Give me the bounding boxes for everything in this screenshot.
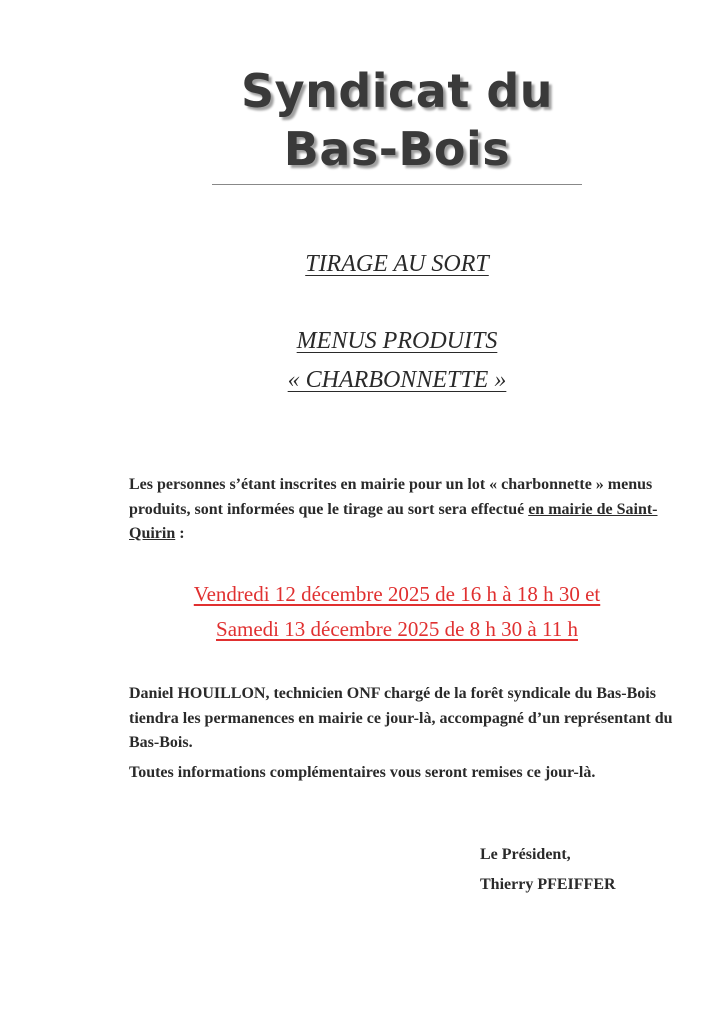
title-line-2: Bas-Bois: [283, 122, 511, 176]
title-divider: [212, 184, 582, 185]
intro-location: en mairie de Saint-Quirin: [129, 500, 658, 542]
intro-suffix: :: [175, 525, 185, 542]
intro-text: Les personnes s’étant inscrites en mairie pour un lot « charbonnette » menus produits, sont informées que le tirage au sort sera effectué: [129, 476, 653, 518]
signature-role: Le Président,: [480, 846, 571, 863]
signature-name: Thierry PFEIFFER: [480, 876, 616, 893]
heading-tirage: TIRAGE AU SORT: [305, 251, 489, 277]
body-paragraph-2: Toutes informations complémentaires vous seront remises ce jour-là.: [129, 764, 596, 781]
heading-menus: MENUS PRODUITS: [296, 328, 498, 354]
document-title: [212, 62, 582, 178]
date-line-2: Samedi 13 décembre 2025 de 8 h 30 à 11 h: [216, 617, 578, 641]
body-paragraph-1: Daniel HOUILLON, technicien ONF chargé de la forêt syndicale du Bas-Bois tiendra les permanences en mairie ce jour-là, accompagné d’un représentant du Bas-Bois.: [129, 685, 673, 751]
intro-paragraph: [129, 473, 674, 547]
date-line-1: Vendredi 12 décembre 2025 de 16 h à 18 h 30 et: [193, 582, 601, 606]
title-line-1: Syndicat du: [240, 64, 554, 118]
heading-charbonnette: « CHARBONNETTE »: [287, 367, 507, 393]
